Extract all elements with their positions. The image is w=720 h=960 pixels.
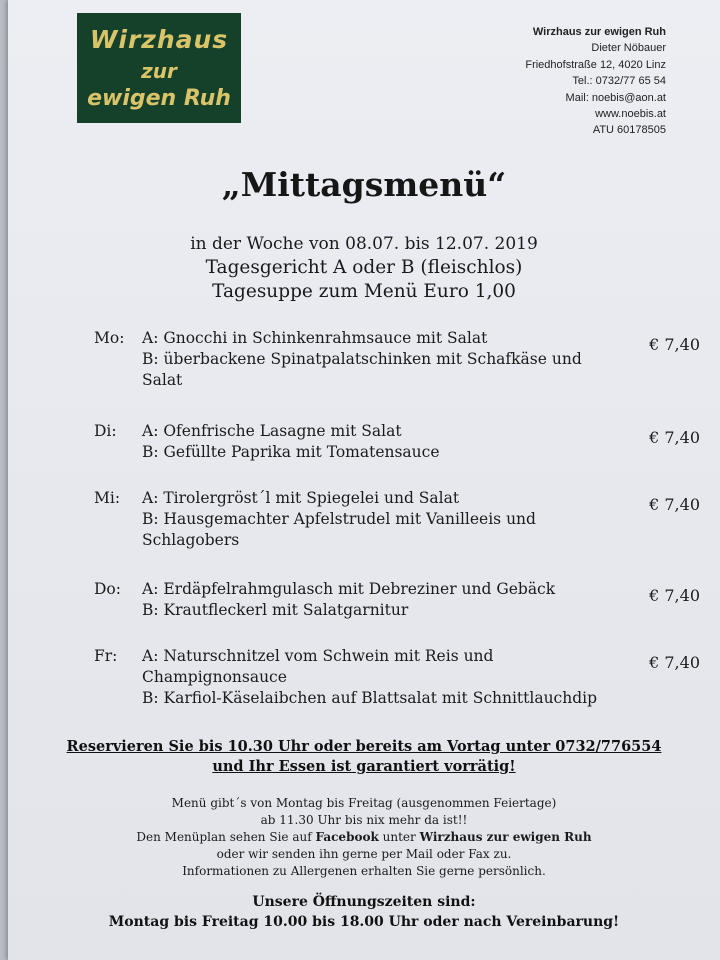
day-price: € 7,40 [649,495,700,514]
address-block [466,24,666,139]
logo-line-1: Wirzhaus [89,25,229,54]
day-dishes [142,579,612,621]
opening-hours [8,892,720,932]
info-line-3 [8,829,720,846]
restaurant-logo [77,13,241,123]
day-label: Mi: [94,489,121,507]
opening-hours-times: Montag bis Freitag 10.00 bis 18.00 Uhr oder nach Vereinbarung! [108,914,620,930]
reservation-line-2: und Ihr Essen ist garantiert vorrätig! [212,758,516,775]
soup-price: Tagesuppe zum Menü Euro 1,00 [212,281,516,302]
facebook-label: Facebook [315,830,379,844]
info-line-4: oder wir senden ihn gerne per Mail oder Fax zu. [216,847,512,861]
owner-name: Dieter Nöbauer [591,42,666,55]
day-price: € 7,40 [649,586,700,605]
dish-a: A: Ofenfrische Lasagne mit Salat [142,422,402,440]
dish-a: A: Naturschnitzel vom Schwein mit Reis und Champignonsauce [142,647,494,686]
dish-a: A: Tirolergröst´l mit Spiegelei und Salat [142,489,460,507]
vat-number: ATU 60178505 [592,124,666,137]
opening-hours-heading: Unsere Öffnungszeiten sind: [252,894,476,910]
info-line-2: ab 11.30 Uhr bis nix mehr da ist!! [260,813,468,827]
info-block [8,795,720,880]
facebook-page-name: Wirzhaus zur ewigen Ruh [419,830,592,844]
website: www.noebis.at [595,108,666,121]
reservation-note [8,737,720,777]
reservation-line-1: Reservieren Sie bis 10.30 Uhr oder bereits am Vortag unter 0732/776554 [66,738,662,755]
menu-title: „Mittagsmenü“ [221,165,507,204]
dish-a: A: Gnocchi in Schinkenrahmsauce mit Salat [142,329,488,347]
day-price: € 7,40 [649,335,700,354]
day-label: Di: [94,422,117,440]
day-label: Mo: [94,329,125,347]
logo-line-2: zur [141,59,177,83]
info-line-3-pre: Den Menüplan sehen Sie auf [136,830,312,844]
email-address: Mail: noebis@aon.at [565,91,666,104]
dish-b: B: Karfiol-Käselaibchen auf Blattsalat mit Schnittlauchdip [142,689,598,707]
dish-b: B: überbackene Spinatpalatschinken mit Schafkäse und Salat [142,350,582,389]
dish-b: B: Gefüllte Paprika mit Tomatensauce [142,443,440,461]
dish-b: B: Krautfleckerl mit Salatgarnitur [142,601,409,619]
day-dishes [142,488,612,551]
day-dishes [142,646,612,709]
day-price: € 7,40 [649,653,700,672]
dish-a: A: Erdäpfelrahmgulasch mit Debreziner und Gebäck [142,580,556,598]
info-line-1: Menü gibt´s von Montag bis Freitag (ausgenommen Feiertage) [171,796,557,810]
info-line-3-mid: unter [382,830,416,844]
day-price: € 7,40 [649,428,700,447]
street-address: Friedhofstraße 12, 4020 Linz [525,58,666,71]
dish-b: B: Hausgemachter Apfelstrudel mit Vanilleeis und Schlagobers [142,510,536,549]
menu-sheet [8,0,720,960]
day-label: Do: [94,580,121,598]
day-dishes [142,328,612,391]
phone-number: Tel.: 0732/77 65 54 [572,75,666,88]
restaurant-name: Wirzhaus zur ewigen Ruh [532,26,666,38]
info-line-5: Informationen zu Allergenen erhalten Sie gerne persönlich. [182,864,546,878]
dish-choice: Tagesgericht A oder B (fleischlos) [205,257,523,278]
day-label: Fr: [94,647,118,665]
week-range: in der Woche von 08.07. bis 12.07. 2019 [190,234,538,254]
logo-line-3: ewigen Ruh [87,86,231,111]
intro-block [8,232,720,304]
day-dishes [142,421,612,463]
